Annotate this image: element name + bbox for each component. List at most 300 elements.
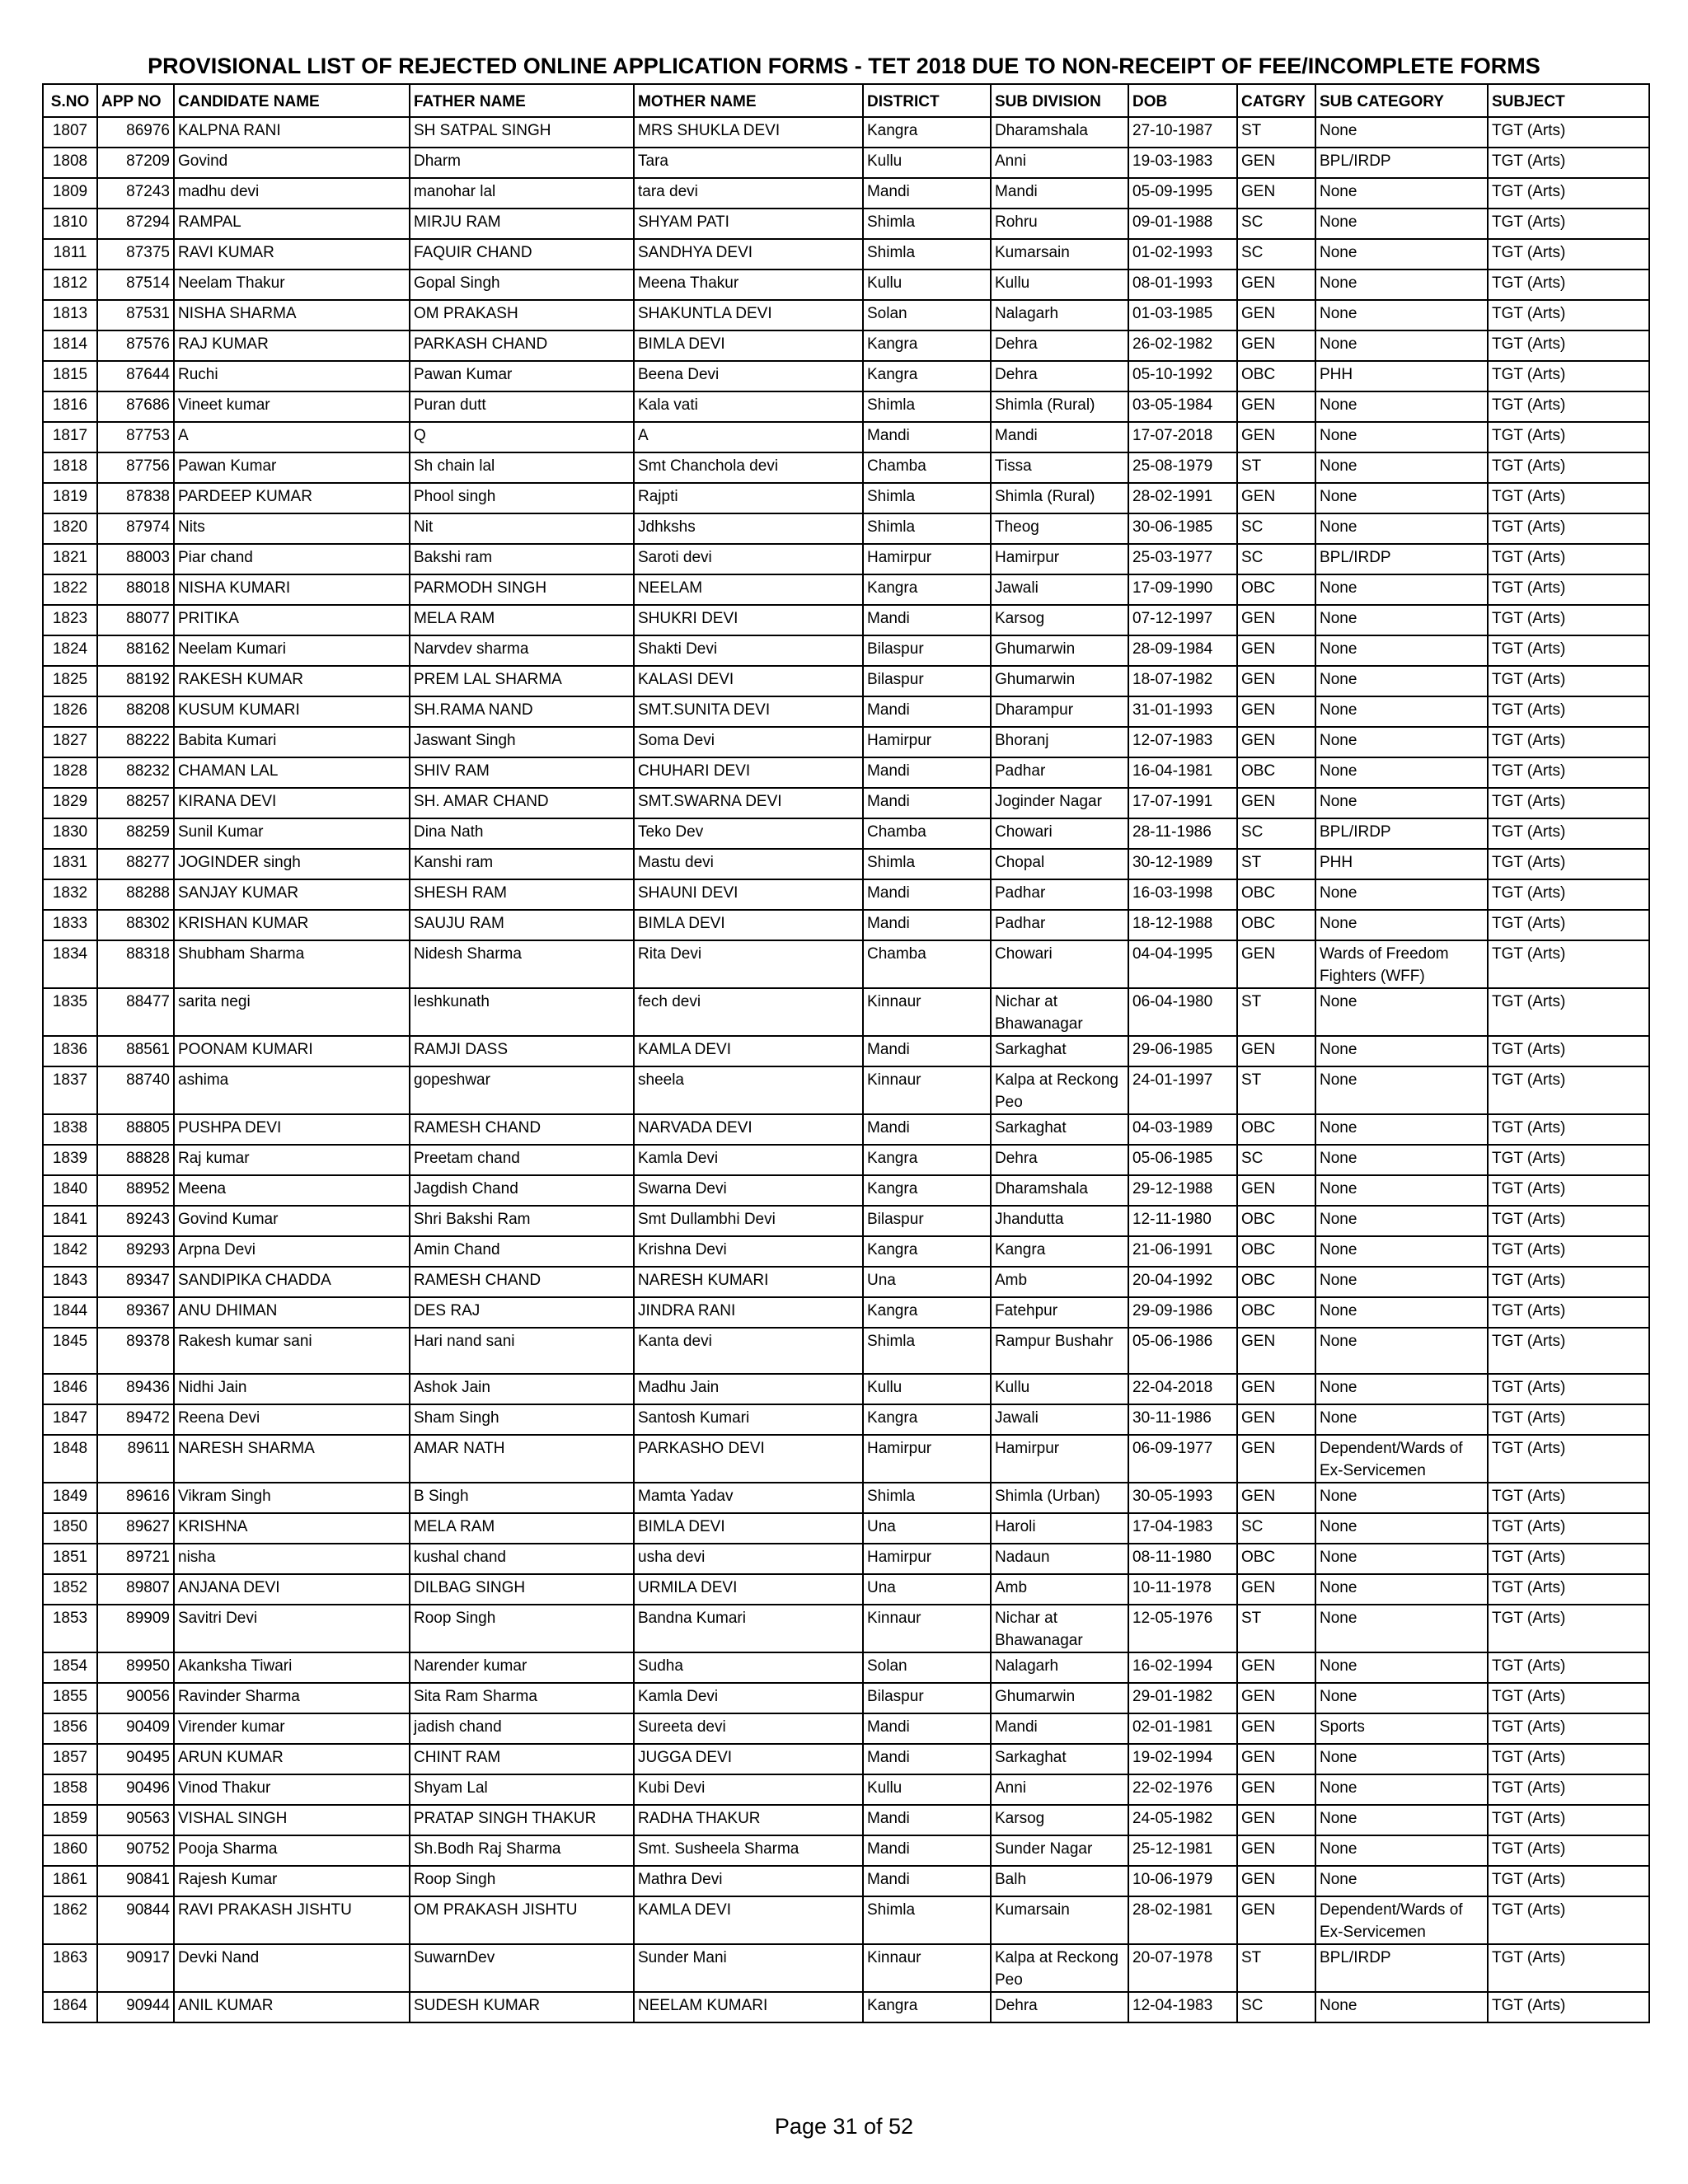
app-no-cell: 90496 bbox=[97, 1774, 174, 1805]
app-no-cell: 90495 bbox=[97, 1744, 174, 1774]
category-cell: OBC bbox=[1237, 1236, 1315, 1267]
father-name-cell: SH SATPAL SINGH bbox=[410, 117, 634, 148]
candidate-name-cell: KALPNA RANI bbox=[174, 117, 410, 148]
candidate-name-cell: NISHA KUMARI bbox=[174, 574, 410, 605]
candidate-name-cell: Vineet kumar bbox=[174, 391, 410, 422]
dob-cell: 30-06-1985 bbox=[1128, 513, 1237, 544]
father-name-cell: SHIV RAM bbox=[410, 757, 634, 788]
sno-cell: 1824 bbox=[43, 635, 97, 666]
subject-cell: TGT (Arts) bbox=[1488, 1435, 1649, 1483]
table-row bbox=[43, 1175, 1649, 1206]
sub-division-cell: Kullu bbox=[991, 269, 1128, 300]
category-cell: GEN bbox=[1237, 1374, 1315, 1404]
candidate-name-cell: ANIL KUMAR bbox=[174, 1992, 410, 2022]
sub-category-cell: None bbox=[1315, 117, 1488, 148]
mother-name-cell: Beena Devi bbox=[634, 361, 863, 391]
column-header-subject: SUBJECT bbox=[1488, 84, 1649, 117]
dob-cell: 30-12-1989 bbox=[1128, 849, 1237, 879]
category-cell: GEN bbox=[1237, 1574, 1315, 1605]
sno-cell: 1811 bbox=[43, 239, 97, 269]
table-row bbox=[43, 1435, 1649, 1483]
sub-category-cell: None bbox=[1315, 1483, 1488, 1513]
app-no-cell: 87838 bbox=[97, 483, 174, 513]
table-row bbox=[43, 1774, 1649, 1805]
sub-category-cell: None bbox=[1315, 1206, 1488, 1236]
district-cell: Hamirpur bbox=[863, 1435, 991, 1483]
mother-name-cell: NEELAM bbox=[634, 574, 863, 605]
category-cell: OBC bbox=[1237, 1114, 1315, 1145]
candidate-name-cell: KRISHAN KUMAR bbox=[174, 910, 410, 940]
mother-name-cell: NARVADA DEVI bbox=[634, 1114, 863, 1145]
sno-cell: 1813 bbox=[43, 300, 97, 330]
table-row bbox=[43, 1036, 1649, 1066]
sub-division-cell: Padhar bbox=[991, 757, 1128, 788]
sno-cell: 1829 bbox=[43, 788, 97, 818]
father-name-cell: Dharm bbox=[410, 148, 634, 178]
sub-category-cell: None bbox=[1315, 1774, 1488, 1805]
father-name-cell: CHINT RAM bbox=[410, 1744, 634, 1774]
category-cell: GEN bbox=[1237, 666, 1315, 696]
district-cell: Bilaspur bbox=[863, 1206, 991, 1236]
sub-division-cell: Padhar bbox=[991, 879, 1128, 910]
mother-name-cell: Shakti Devi bbox=[634, 635, 863, 666]
subject-cell: TGT (Arts) bbox=[1488, 1483, 1649, 1513]
sub-division-cell: Chowari bbox=[991, 818, 1128, 849]
table-body bbox=[43, 117, 1649, 2022]
dob-cell: 22-04-2018 bbox=[1128, 1374, 1237, 1404]
sno-cell: 1840 bbox=[43, 1175, 97, 1206]
father-name-cell: MELA RAM bbox=[410, 605, 634, 635]
father-name-cell: Q bbox=[410, 422, 634, 452]
candidate-name-cell: Pawan Kumar bbox=[174, 452, 410, 483]
sub-division-cell: Theog bbox=[991, 513, 1128, 544]
sno-cell: 1859 bbox=[43, 1805, 97, 1835]
sub-division-cell: Jawali bbox=[991, 574, 1128, 605]
dob-cell: 22-02-1976 bbox=[1128, 1774, 1237, 1805]
subject-cell: TGT (Arts) bbox=[1488, 1866, 1649, 1896]
father-name-cell: Hari nand sani bbox=[410, 1328, 634, 1374]
app-no-cell: 88077 bbox=[97, 605, 174, 635]
sno-cell: 1861 bbox=[43, 1866, 97, 1896]
subject-cell: TGT (Arts) bbox=[1488, 269, 1649, 300]
app-no-cell: 90056 bbox=[97, 1683, 174, 1713]
father-name-cell: Sita Ram Sharma bbox=[410, 1683, 634, 1713]
district-cell: Mandi bbox=[863, 605, 991, 635]
candidate-name-cell: PRITIKA bbox=[174, 605, 410, 635]
category-cell: ST bbox=[1237, 1944, 1315, 1992]
father-name-cell: MIRJU RAM bbox=[410, 209, 634, 239]
mother-name-cell: SMT.SUNITA DEVI bbox=[634, 696, 863, 727]
father-name-cell: Roop Singh bbox=[410, 1605, 634, 1652]
sno-cell: 1851 bbox=[43, 1544, 97, 1574]
sub-category-cell: None bbox=[1315, 1835, 1488, 1866]
father-name-cell: PARKASH CHAND bbox=[410, 330, 634, 361]
dob-cell: 09-01-1988 bbox=[1128, 209, 1237, 239]
candidate-name-cell: Vikram Singh bbox=[174, 1483, 410, 1513]
app-no-cell: 89909 bbox=[97, 1605, 174, 1652]
app-no-cell: 89472 bbox=[97, 1404, 174, 1435]
sno-cell: 1839 bbox=[43, 1145, 97, 1175]
sub-division-cell: Rampur Bushahr bbox=[991, 1328, 1128, 1374]
mother-name-cell: NEELAM KUMARI bbox=[634, 1992, 863, 2022]
app-no-cell: 87209 bbox=[97, 148, 174, 178]
app-no-cell: 88477 bbox=[97, 988, 174, 1036]
table-row bbox=[43, 696, 1649, 727]
mother-name-cell: sheela bbox=[634, 1066, 863, 1114]
father-name-cell: Dina Nath bbox=[410, 818, 634, 849]
subject-cell: TGT (Arts) bbox=[1488, 209, 1649, 239]
sno-cell: 1843 bbox=[43, 1267, 97, 1297]
candidate-name-cell: POONAM KUMARI bbox=[174, 1036, 410, 1066]
subject-cell: TGT (Arts) bbox=[1488, 1835, 1649, 1866]
father-name-cell: SH.RAMA NAND bbox=[410, 696, 634, 727]
sub-division-cell: Bhoranj bbox=[991, 727, 1128, 757]
mother-name-cell: JINDRA RANI bbox=[634, 1297, 863, 1328]
rejected-forms-table bbox=[42, 83, 1650, 2023]
sub-category-cell: None bbox=[1315, 239, 1488, 269]
district-cell: Kinnaur bbox=[863, 1944, 991, 1992]
candidate-name-cell: Pooja Sharma bbox=[174, 1835, 410, 1866]
sno-cell: 1817 bbox=[43, 422, 97, 452]
candidate-name-cell: KIRANA DEVI bbox=[174, 788, 410, 818]
mother-name-cell: usha devi bbox=[634, 1544, 863, 1574]
app-no-cell: 88561 bbox=[97, 1036, 174, 1066]
category-cell: GEN bbox=[1237, 605, 1315, 635]
app-no-cell: 87753 bbox=[97, 422, 174, 452]
column-header-category: CATGRY bbox=[1237, 84, 1315, 117]
sub-division-cell: Dharamshala bbox=[991, 117, 1128, 148]
candidate-name-cell: NISHA SHARMA bbox=[174, 300, 410, 330]
sub-category-cell: None bbox=[1315, 1114, 1488, 1145]
category-cell: SC bbox=[1237, 544, 1315, 574]
district-cell: Mandi bbox=[863, 910, 991, 940]
sub-category-cell: None bbox=[1315, 727, 1488, 757]
father-name-cell: Puran dutt bbox=[410, 391, 634, 422]
column-header-app-no: APP NO bbox=[97, 84, 174, 117]
sno-cell: 1831 bbox=[43, 849, 97, 879]
mother-name-cell: Kamla Devi bbox=[634, 1145, 863, 1175]
sub-division-cell: Dharampur bbox=[991, 696, 1128, 727]
sub-category-cell: None bbox=[1315, 1683, 1488, 1713]
app-no-cell: 88003 bbox=[97, 544, 174, 574]
category-cell: OBC bbox=[1237, 1267, 1315, 1297]
candidate-name-cell: Rakesh kumar sani bbox=[174, 1328, 410, 1374]
category-cell: SC bbox=[1237, 239, 1315, 269]
page-number: Page 31 of 52 bbox=[774, 2114, 914, 2139]
subject-cell: TGT (Arts) bbox=[1488, 1267, 1649, 1297]
category-cell: GEN bbox=[1237, 1683, 1315, 1713]
table-row bbox=[43, 1206, 1649, 1236]
sub-division-cell: Anni bbox=[991, 1774, 1128, 1805]
dob-cell: 21-06-1991 bbox=[1128, 1236, 1237, 1267]
father-name-cell: Pawan Kumar bbox=[410, 361, 634, 391]
sno-cell: 1853 bbox=[43, 1605, 97, 1652]
district-cell: Mandi bbox=[863, 696, 991, 727]
candidate-name-cell: CHAMAN LAL bbox=[174, 757, 410, 788]
category-cell: OBC bbox=[1237, 1206, 1315, 1236]
category-cell: GEN bbox=[1237, 1435, 1315, 1483]
mother-name-cell: Sudha bbox=[634, 1652, 863, 1683]
table-row bbox=[43, 1374, 1649, 1404]
column-header-dob: DOB bbox=[1128, 84, 1237, 117]
sub-division-cell: Chowari bbox=[991, 940, 1128, 988]
father-name-cell: RAMJI DASS bbox=[410, 1036, 634, 1066]
father-name-cell: SH. AMAR CHAND bbox=[410, 788, 634, 818]
subject-cell: TGT (Arts) bbox=[1488, 1944, 1649, 1992]
sub-category-cell: None bbox=[1315, 1805, 1488, 1835]
app-no-cell: 90563 bbox=[97, 1805, 174, 1835]
sub-category-cell: Dependent/Wards of Ex-Servicemen bbox=[1315, 1896, 1488, 1944]
dob-cell: 08-11-1980 bbox=[1128, 1544, 1237, 1574]
subject-cell: TGT (Arts) bbox=[1488, 391, 1649, 422]
dob-cell: 12-07-1983 bbox=[1128, 727, 1237, 757]
category-cell: OBC bbox=[1237, 879, 1315, 910]
mother-name-cell: Rita Devi bbox=[634, 940, 863, 988]
district-cell: Mandi bbox=[863, 1866, 991, 1896]
dob-cell: 30-11-1986 bbox=[1128, 1404, 1237, 1435]
father-name-cell: PRATAP SINGH THAKUR bbox=[410, 1805, 634, 1835]
dob-cell: 17-04-1983 bbox=[1128, 1513, 1237, 1544]
father-name-cell: B Singh bbox=[410, 1483, 634, 1513]
sno-cell: 1827 bbox=[43, 727, 97, 757]
column-header-sub-category: SUB CATEGORY bbox=[1315, 84, 1488, 117]
sno-cell: 1822 bbox=[43, 574, 97, 605]
sub-category-cell: PHH bbox=[1315, 849, 1488, 879]
app-no-cell: 88232 bbox=[97, 757, 174, 788]
district-cell: Bilaspur bbox=[863, 666, 991, 696]
dob-cell: 28-09-1984 bbox=[1128, 635, 1237, 666]
dob-cell: 19-03-1983 bbox=[1128, 148, 1237, 178]
sub-category-cell: None bbox=[1315, 1036, 1488, 1066]
table-row bbox=[43, 422, 1649, 452]
sub-category-cell: Wards of Freedom Fighters (WFF) bbox=[1315, 940, 1488, 988]
mother-name-cell: Kamla Devi bbox=[634, 1683, 863, 1713]
sub-category-cell: None bbox=[1315, 1374, 1488, 1404]
district-cell: Kangra bbox=[863, 1145, 991, 1175]
table-row bbox=[43, 452, 1649, 483]
district-cell: Hamirpur bbox=[863, 1544, 991, 1574]
category-cell: SC bbox=[1237, 1992, 1315, 2022]
subject-cell: TGT (Arts) bbox=[1488, 666, 1649, 696]
sno-cell: 1860 bbox=[43, 1835, 97, 1866]
father-name-cell: RAMESH CHAND bbox=[410, 1114, 634, 1145]
sno-cell: 1863 bbox=[43, 1944, 97, 1992]
table-row bbox=[43, 178, 1649, 209]
sub-division-cell: Anni bbox=[991, 148, 1128, 178]
candidate-name-cell: RAVI PRAKASH JISHTU bbox=[174, 1896, 410, 1944]
mother-name-cell: Soma Devi bbox=[634, 727, 863, 757]
district-cell: Mandi bbox=[863, 1713, 991, 1744]
dob-cell: 04-04-1995 bbox=[1128, 940, 1237, 988]
sno-cell: 1818 bbox=[43, 452, 97, 483]
category-cell: GEN bbox=[1237, 148, 1315, 178]
category-cell: GEN bbox=[1237, 1328, 1315, 1374]
sub-category-cell: BPL/IRDP bbox=[1315, 544, 1488, 574]
dob-cell: 20-07-1978 bbox=[1128, 1944, 1237, 1992]
district-cell: Una bbox=[863, 1513, 991, 1544]
app-no-cell: 89807 bbox=[97, 1574, 174, 1605]
father-name-cell: AMAR NATH bbox=[410, 1435, 634, 1483]
mother-name-cell: KALASI DEVI bbox=[634, 666, 863, 696]
candidate-name-cell: Raj kumar bbox=[174, 1145, 410, 1175]
subject-cell: TGT (Arts) bbox=[1488, 1513, 1649, 1544]
column-header-district: DISTRICT bbox=[863, 84, 991, 117]
category-cell: GEN bbox=[1237, 269, 1315, 300]
sub-category-cell: None bbox=[1315, 574, 1488, 605]
dob-cell: 17-09-1990 bbox=[1128, 574, 1237, 605]
sno-cell: 1845 bbox=[43, 1328, 97, 1374]
sub-division-cell: Hamirpur bbox=[991, 544, 1128, 574]
app-no-cell: 88259 bbox=[97, 818, 174, 849]
candidate-name-cell: RAVI KUMAR bbox=[174, 239, 410, 269]
district-cell: Shimla bbox=[863, 239, 991, 269]
sub-division-cell: Mandi bbox=[991, 178, 1128, 209]
district-cell: Shimla bbox=[863, 391, 991, 422]
sno-cell: 1830 bbox=[43, 818, 97, 849]
dob-cell: 25-03-1977 bbox=[1128, 544, 1237, 574]
sno-cell: 1862 bbox=[43, 1896, 97, 1944]
dob-cell: 10-11-1978 bbox=[1128, 1574, 1237, 1605]
sno-cell: 1855 bbox=[43, 1683, 97, 1713]
subject-cell: TGT (Arts) bbox=[1488, 1206, 1649, 1236]
father-name-cell: PARMODH SINGH bbox=[410, 574, 634, 605]
table-row bbox=[43, 117, 1649, 148]
district-cell: Mandi bbox=[863, 1036, 991, 1066]
app-no-cell: 88257 bbox=[97, 788, 174, 818]
sub-category-cell: None bbox=[1315, 1175, 1488, 1206]
mother-name-cell: Tara bbox=[634, 148, 863, 178]
candidate-name-cell: Akanksha Tiwari bbox=[174, 1652, 410, 1683]
category-cell: GEN bbox=[1237, 1036, 1315, 1066]
candidate-name-cell: A bbox=[174, 422, 410, 452]
sub-category-cell: None bbox=[1315, 513, 1488, 544]
table-row bbox=[43, 910, 1649, 940]
dob-cell: 03-05-1984 bbox=[1128, 391, 1237, 422]
app-no-cell: 86976 bbox=[97, 117, 174, 148]
father-name-cell: Jagdish Chand bbox=[410, 1175, 634, 1206]
mother-name-cell: Kala vati bbox=[634, 391, 863, 422]
subject-cell: TGT (Arts) bbox=[1488, 879, 1649, 910]
app-no-cell: 90841 bbox=[97, 1866, 174, 1896]
app-no-cell: 89293 bbox=[97, 1236, 174, 1267]
sub-category-cell: None bbox=[1315, 209, 1488, 239]
mother-name-cell: Meena Thakur bbox=[634, 269, 863, 300]
father-name-cell: Jaswant Singh bbox=[410, 727, 634, 757]
father-name-cell: Ashok Jain bbox=[410, 1374, 634, 1404]
father-name-cell: Shri Bakshi Ram bbox=[410, 1206, 634, 1236]
sno-cell: 1847 bbox=[43, 1404, 97, 1435]
subject-cell: TGT (Arts) bbox=[1488, 818, 1649, 849]
table-row bbox=[43, 1744, 1649, 1774]
app-no-cell: 87756 bbox=[97, 452, 174, 483]
app-no-cell: 88277 bbox=[97, 849, 174, 879]
category-cell: GEN bbox=[1237, 483, 1315, 513]
candidate-name-cell: Nits bbox=[174, 513, 410, 544]
subject-cell: TGT (Arts) bbox=[1488, 696, 1649, 727]
mother-name-cell: Smt Chanchola devi bbox=[634, 452, 863, 483]
table-row bbox=[43, 1066, 1649, 1114]
mother-name-cell: KAMLA DEVI bbox=[634, 1036, 863, 1066]
candidate-name-cell: RAMPAL bbox=[174, 209, 410, 239]
mother-name-cell: BIMLA DEVI bbox=[634, 330, 863, 361]
table-row bbox=[43, 988, 1649, 1036]
category-cell: GEN bbox=[1237, 727, 1315, 757]
sub-division-cell: Hamirpur bbox=[991, 1435, 1128, 1483]
district-cell: Hamirpur bbox=[863, 544, 991, 574]
subject-cell: TGT (Arts) bbox=[1488, 1036, 1649, 1066]
table-row bbox=[43, 1805, 1649, 1835]
sub-division-cell: Padhar bbox=[991, 910, 1128, 940]
subject-cell: TGT (Arts) bbox=[1488, 1066, 1649, 1114]
sno-cell: 1812 bbox=[43, 269, 97, 300]
candidate-name-cell: ANJANA DEVI bbox=[174, 1574, 410, 1605]
sno-cell: 1844 bbox=[43, 1297, 97, 1328]
subject-cell: TGT (Arts) bbox=[1488, 1145, 1649, 1175]
app-no-cell: 88828 bbox=[97, 1145, 174, 1175]
subject-cell: TGT (Arts) bbox=[1488, 1896, 1649, 1944]
app-no-cell: 88018 bbox=[97, 574, 174, 605]
category-cell: ST bbox=[1237, 117, 1315, 148]
father-name-cell: gopeshwar bbox=[410, 1066, 634, 1114]
candidate-name-cell: nisha bbox=[174, 1544, 410, 1574]
category-cell: SC bbox=[1237, 1145, 1315, 1175]
district-cell: Una bbox=[863, 1574, 991, 1605]
mother-name-cell: Sunder Mani bbox=[634, 1944, 863, 1992]
sno-cell: 1826 bbox=[43, 696, 97, 727]
column-header-candidate-name: CANDIDATE NAME bbox=[174, 84, 410, 117]
sub-category-cell: None bbox=[1315, 391, 1488, 422]
district-cell: Kinnaur bbox=[863, 988, 991, 1036]
sub-category-cell: None bbox=[1315, 1574, 1488, 1605]
mother-name-cell: Santosh Kumari bbox=[634, 1404, 863, 1435]
subject-cell: TGT (Arts) bbox=[1488, 849, 1649, 879]
table-row bbox=[43, 483, 1649, 513]
sub-category-cell: None bbox=[1315, 1992, 1488, 2022]
dob-cell: 02-01-1981 bbox=[1128, 1713, 1237, 1744]
column-header-father-name: FATHER NAME bbox=[410, 84, 634, 117]
table-row bbox=[43, 849, 1649, 879]
sno-cell: 1849 bbox=[43, 1483, 97, 1513]
mother-name-cell: Kanta devi bbox=[634, 1328, 863, 1374]
subject-cell: TGT (Arts) bbox=[1488, 452, 1649, 483]
candidate-name-cell: Meena bbox=[174, 1175, 410, 1206]
sub-category-cell: None bbox=[1315, 988, 1488, 1036]
app-no-cell: 87375 bbox=[97, 239, 174, 269]
mother-name-cell: SHAKUNTLA DEVI bbox=[634, 300, 863, 330]
subject-cell: TGT (Arts) bbox=[1488, 727, 1649, 757]
district-cell: Kangra bbox=[863, 361, 991, 391]
sub-category-cell: None bbox=[1315, 788, 1488, 818]
sub-division-cell: Sarkaghat bbox=[991, 1036, 1128, 1066]
dob-cell: 05-06-1986 bbox=[1128, 1328, 1237, 1374]
mother-name-cell: URMILA DEVI bbox=[634, 1574, 863, 1605]
mother-name-cell: A bbox=[634, 422, 863, 452]
category-cell: GEN bbox=[1237, 1774, 1315, 1805]
category-cell: GEN bbox=[1237, 1404, 1315, 1435]
category-cell: OBC bbox=[1237, 910, 1315, 940]
dob-cell: 05-06-1985 bbox=[1128, 1145, 1237, 1175]
father-name-cell: Shyam Lal bbox=[410, 1774, 634, 1805]
father-name-cell: kushal chand bbox=[410, 1544, 634, 1574]
table-row bbox=[43, 1328, 1649, 1374]
subject-cell: TGT (Arts) bbox=[1488, 635, 1649, 666]
father-name-cell: Sham Singh bbox=[410, 1404, 634, 1435]
candidate-name-cell: ashima bbox=[174, 1066, 410, 1114]
table-row bbox=[43, 1866, 1649, 1896]
dob-cell: 12-11-1980 bbox=[1128, 1206, 1237, 1236]
sub-category-cell: None bbox=[1315, 1544, 1488, 1574]
category-cell: OBC bbox=[1237, 361, 1315, 391]
